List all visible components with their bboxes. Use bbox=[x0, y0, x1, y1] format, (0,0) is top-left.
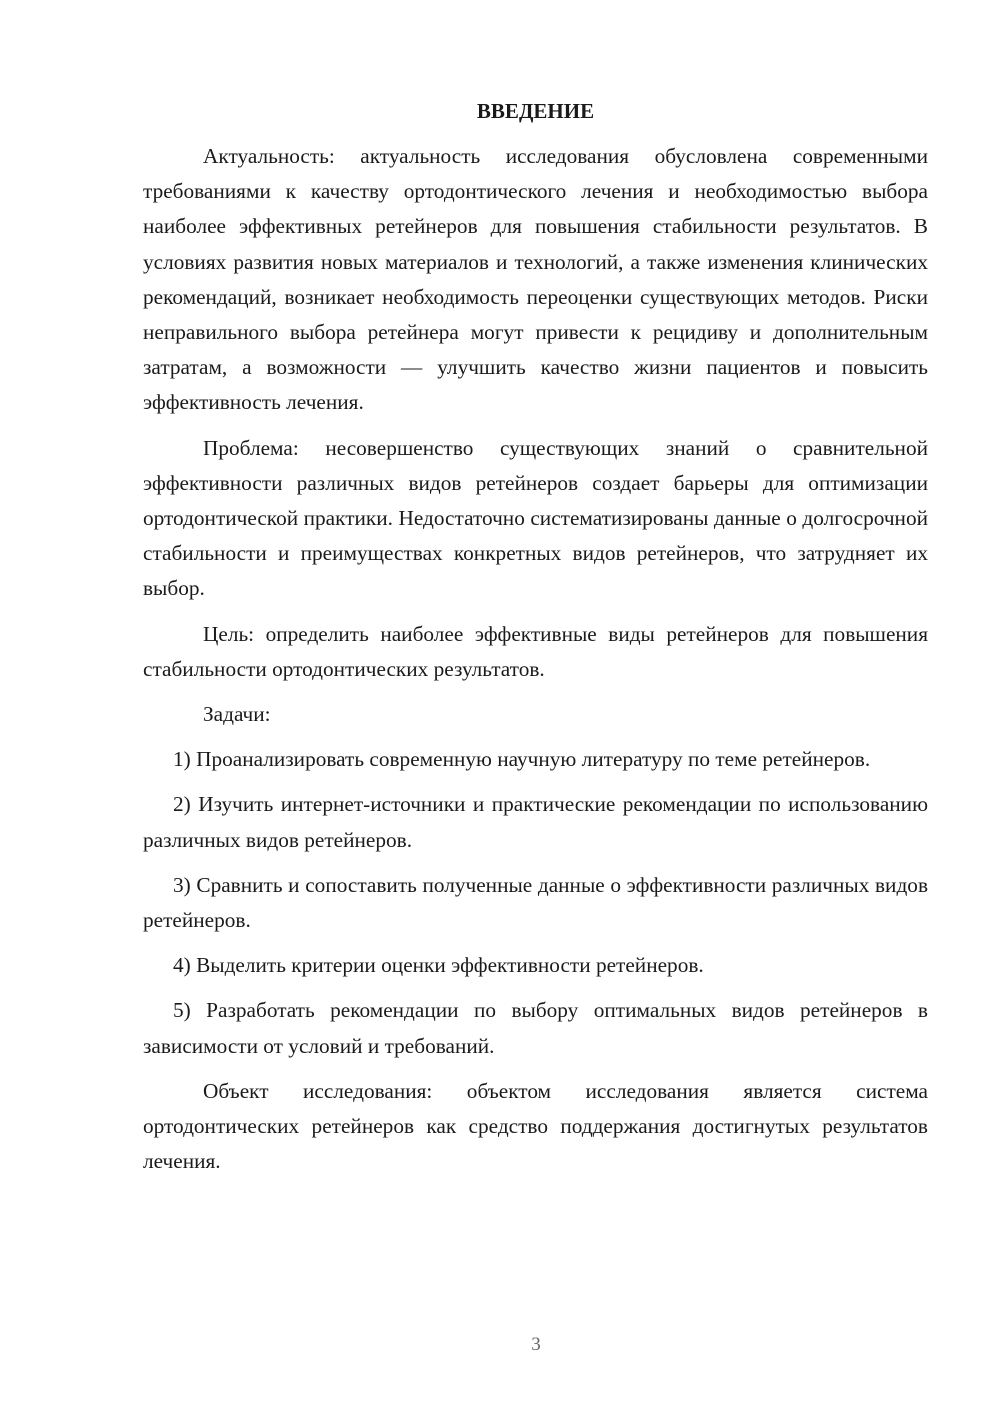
section-heading: ВВЕДЕНИЕ bbox=[476, 99, 595, 123]
task-item-5: 5) Разработать рекомендации по выбору оптимальных видов ретейнеров в зависимости от условий и требований. bbox=[143, 998, 928, 1058]
tasks-heading: Задачи: bbox=[203, 702, 271, 727]
task-item-3: 3) Сравнить и сопоставить полученные данные о эффективности различных видов ретейнеров. bbox=[143, 872, 928, 933]
task-item-4: 4) Выделить критерии оценки эффективности ретейнеров. bbox=[173, 953, 704, 978]
page-content bbox=[143, 96, 928, 1179]
goal-paragraph: Цель: определить наиболее эффективные виды ретейнеров для повышения стабильности ортодонтических результатов. bbox=[143, 621, 928, 681]
task-item-2: 2) Изучить интернет-источники и практические рекомендации по использованию различных видов ретейнеров. bbox=[143, 792, 928, 852]
problem-paragraph: Проблема: несовершенство существующих знаний о сравнительной эффективности различных видов ретейнеров создает барьеры для оптимизации ортодонтической практики. Недостаточно систематизированы данные о долгосрочной стабильности и преимуществах конкретных видов ретейнеров, что затрудняет их выбор. bbox=[143, 435, 928, 601]
relevance-paragraph: Актуальность: актуальность исследования обусловлена современными требованиями к качеству ортодонтического лечения и необходимостью выбора наиболее эффективных ретейнеров для повышения стабильности результатов. В условиях развития новых материалов и технологий, а также изменения клинических рекомендаций, возникает необходимость переоценки существующих методов. Риски неправильного выбора ретейнера могут привести к рецидиву и дополнительным затратам, а возможности — улучшить качество жизни пациентов и повысить эффективность лечения. bbox=[143, 144, 928, 415]
page-number: 3 bbox=[531, 1334, 541, 1355]
object-paragraph: Объект исследования: объектом исследования является система ортодонтических ретейнеров как средство поддержания достигнутых результатов лечения. bbox=[143, 1078, 928, 1174]
task-item-1: 1) Проанализировать современную научную литературу по теме ретейнеров. bbox=[173, 747, 871, 772]
